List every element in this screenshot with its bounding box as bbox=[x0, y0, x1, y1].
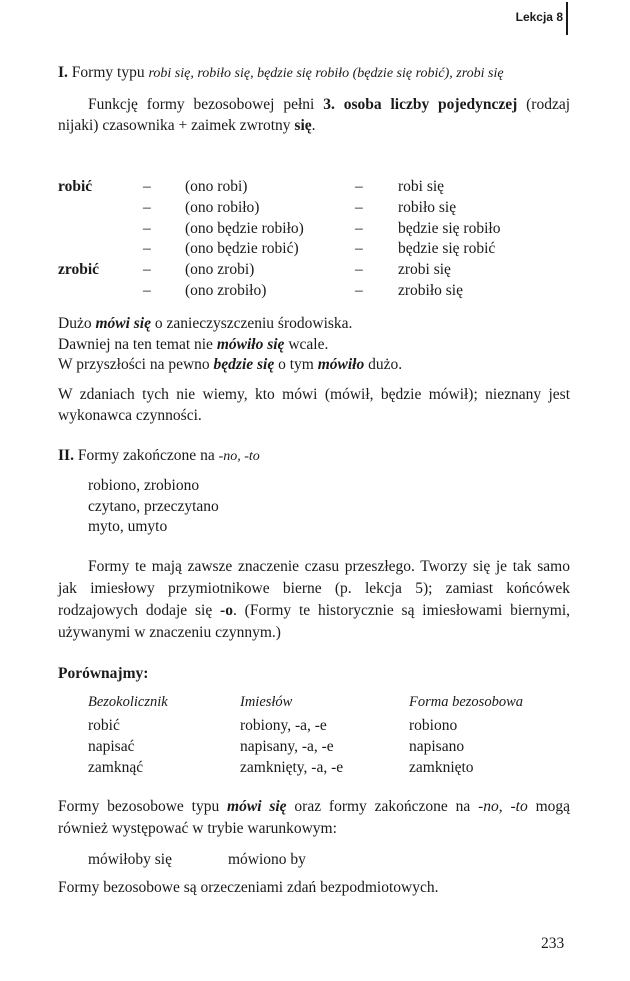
final-paragraph bbox=[58, 796, 570, 840]
compare-header: Forma bezosobowa bbox=[409, 694, 523, 710]
conditional-form: mówiono by bbox=[228, 851, 306, 868]
conj-form: robi się bbox=[398, 178, 445, 195]
compare-header: Bezokolicznik bbox=[88, 694, 168, 710]
conj-verb bbox=[58, 239, 143, 260]
conj-verb: zrobić bbox=[58, 261, 100, 279]
p1-text-a: Funkcję formy bezosobowej pełni bbox=[88, 96, 315, 113]
section-1-number: I. bbox=[58, 64, 68, 81]
conditional-form: mówiłoby się bbox=[88, 851, 172, 868]
compare-header: Imiesłów bbox=[240, 694, 293, 710]
compare-cell: robiony, -a, -e bbox=[240, 717, 327, 734]
section-2-heading bbox=[58, 446, 570, 467]
compare-cell: zamknięto bbox=[409, 759, 474, 776]
conj-dash: – bbox=[143, 240, 151, 258]
example-emphasis: będzie się bbox=[213, 356, 275, 373]
compare-cell: zamknięty, -a, -e bbox=[240, 759, 344, 776]
example-text: Dużo bbox=[58, 315, 92, 332]
running-header: Lekcja 8 bbox=[515, 10, 563, 24]
example-emphasis: mówi się bbox=[95, 315, 151, 332]
no-to-examples bbox=[88, 476, 219, 538]
p2-text-a: Formy te mają zawsze znaczenie czasu przeszłego. Tworzy się je tak samo jak imiesłowy przymiotnikowe bierne (p. lekcja 5); zamiast końcówek rodzajowych dodaje się bbox=[58, 558, 570, 619]
final-endings: -no, -to bbox=[478, 798, 528, 815]
conj-dash: – bbox=[355, 198, 363, 216]
example-text: o tym bbox=[278, 356, 314, 373]
conj-dash: – bbox=[355, 178, 363, 195]
conj-row bbox=[58, 239, 500, 260]
example-sentences bbox=[58, 314, 570, 376]
p1-period: . bbox=[311, 117, 316, 134]
paragraph-unknown-agent: W zdaniach tych nie wiemy, kto mówi (mówił, będzie mówił); nieznany jest wykonawca czynności. bbox=[58, 386, 570, 424]
conj-dash: – bbox=[355, 281, 363, 299]
conj-form: zrobiło się bbox=[398, 281, 463, 299]
conj-dash: – bbox=[355, 219, 363, 237]
conj-form: będzie się robiło bbox=[398, 219, 501, 237]
conj-verb bbox=[58, 219, 143, 240]
list-item: czytano, przeczytano bbox=[88, 497, 219, 515]
conj-paren: (ono będzie robiło) bbox=[185, 219, 304, 237]
section-1-forms: robi się, robiło się, będzie się robiło (będzie się robić), zrobi się bbox=[148, 66, 504, 81]
conj-form: zrobi się bbox=[398, 261, 451, 279]
section-1-paragraph bbox=[58, 94, 570, 136]
conj-row bbox=[58, 177, 500, 198]
conj-paren: (ono zrobiło) bbox=[185, 281, 267, 299]
closing-sentence: Formy bezosobowe są orzeczeniami zdań bezpodmiotowych. bbox=[58, 879, 439, 896]
conj-form: będzie się robić bbox=[398, 240, 496, 258]
conj-dash: – bbox=[143, 178, 151, 195]
conjugation-table bbox=[58, 177, 500, 302]
example-sentence bbox=[58, 355, 570, 376]
final-text: Formy bezosobowe typu bbox=[58, 798, 220, 815]
conj-paren: (ono robi) bbox=[185, 178, 248, 195]
section-2-intro: Formy zakończone na bbox=[77, 447, 215, 464]
final-text: oraz formy zakończone na bbox=[294, 798, 471, 815]
list-item: myto, umyto bbox=[88, 518, 168, 535]
conj-dash: – bbox=[143, 219, 151, 237]
compare-cell: napisać bbox=[88, 738, 135, 755]
conj-row bbox=[58, 281, 500, 302]
example-sentence bbox=[58, 314, 570, 335]
compare-cell: napisany, -a, -e bbox=[240, 738, 334, 755]
conj-dash: – bbox=[143, 281, 151, 299]
conj-dash: – bbox=[355, 240, 363, 258]
example-text: o zanieczyszczeniu środowiska. bbox=[154, 315, 353, 332]
section-2-endings: -no, -to bbox=[218, 449, 260, 464]
example-text: W przyszłości na pewno bbox=[58, 356, 210, 373]
conj-row bbox=[58, 198, 500, 219]
header-rule bbox=[566, 2, 568, 35]
section-2-number: II. bbox=[58, 447, 74, 464]
section-1-heading bbox=[58, 63, 570, 84]
conj-paren: (ono robiło) bbox=[185, 198, 260, 216]
section-1-intro: Formy typu bbox=[71, 64, 145, 81]
p2-bold-ending: -o bbox=[220, 602, 233, 619]
conj-row bbox=[58, 260, 500, 281]
example-text: wcale. bbox=[288, 335, 329, 353]
conj-paren: (ono zrobi) bbox=[185, 261, 255, 279]
final-emphasis: mówi się bbox=[227, 798, 287, 815]
p1-bold-b: się bbox=[294, 117, 312, 134]
conj-row bbox=[58, 219, 500, 240]
compare-cell: robić bbox=[88, 717, 120, 734]
example-emphasis: mówiło się bbox=[216, 335, 285, 353]
conj-dash: – bbox=[355, 261, 363, 279]
conj-verb bbox=[58, 198, 143, 219]
p1-bold-a: 3. osoba liczby pojedynczej bbox=[323, 96, 518, 113]
p1-text-b: (rodzaj nijaki) czasownika + zaimek zwrotny bbox=[58, 96, 571, 134]
example-text: Dawniej na ten temat nie bbox=[58, 335, 213, 353]
page-number: 233 bbox=[541, 935, 565, 952]
example-sentence bbox=[58, 335, 570, 356]
conj-dash: – bbox=[143, 261, 151, 279]
compare-cell: napisano bbox=[409, 738, 465, 755]
example-emphasis: mówiło bbox=[317, 356, 365, 373]
compare-title: Porównajmy: bbox=[58, 665, 149, 682]
final-text: mogą również występować w trybie warunkowym: bbox=[58, 798, 570, 837]
conj-paren: (ono będzie robić) bbox=[185, 240, 299, 258]
list-item: robiono, zrobiono bbox=[88, 477, 200, 494]
example-text: dużo. bbox=[368, 356, 403, 373]
compare-cell: robiono bbox=[409, 717, 458, 734]
conj-dash: – bbox=[143, 198, 151, 216]
conj-verb bbox=[58, 281, 143, 302]
section-2-paragraph bbox=[58, 556, 570, 644]
conj-form: robiło się bbox=[398, 198, 457, 216]
p2-text-b: . (Formy te historycznie są imiesłowami biernymi, używanymi w znaczeniu czynnym.) bbox=[58, 602, 570, 641]
compare-cell: zamknąć bbox=[88, 759, 144, 776]
conj-verb: robić bbox=[58, 178, 93, 195]
